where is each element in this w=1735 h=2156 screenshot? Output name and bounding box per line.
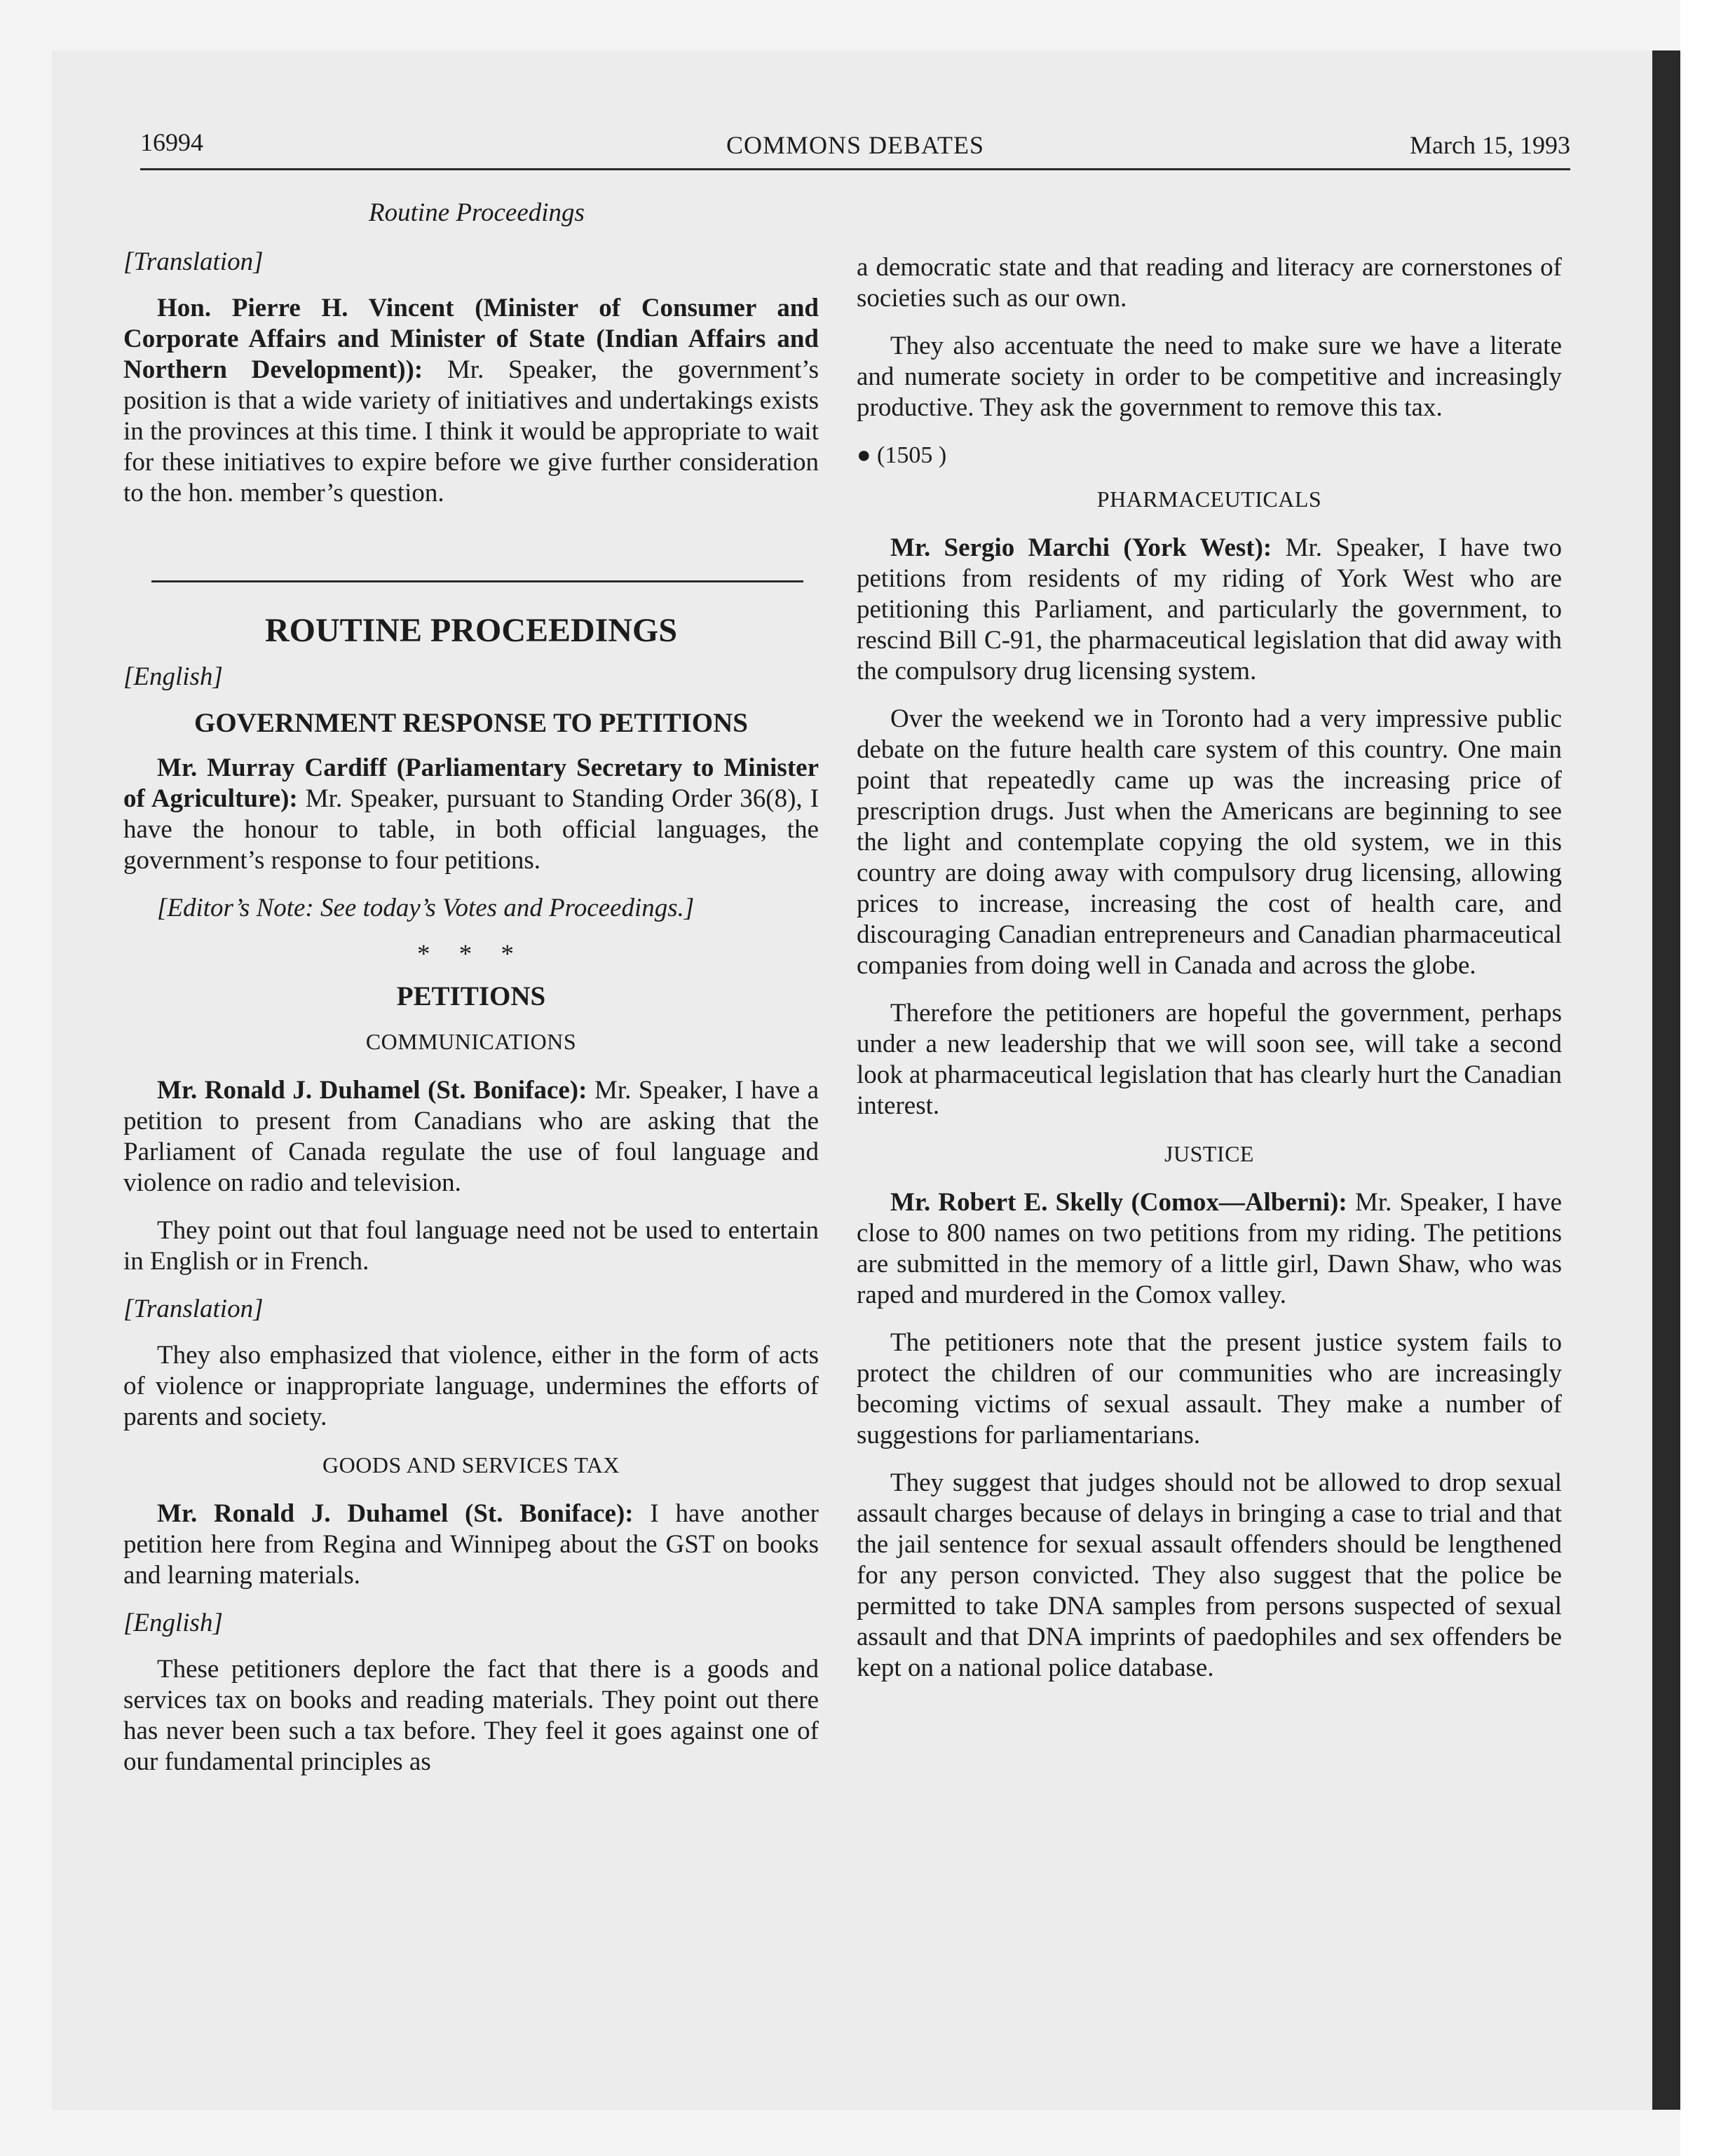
continued-paragraph: a democratic state and that reading and literacy are cornerstones of societies such as our own.: [857, 253, 1562, 313]
speech-text: Mr. Speaker, I have a petition to present from Canadians who are asking that the Parliament of Canada regulate the use of foul language and violence on radio and television.: [123, 1076, 819, 1197]
marchi-speech: [857, 533, 1562, 687]
body-paragraph: They also accentuate the need to make sure we have a literate and numerate society in order to be competitive and increasingly productive. They ask the government to remove this tax.: [857, 332, 1562, 422]
speaker-name: Mr. Ronald J. Duhamel (St. Boniface):: [157, 1499, 634, 1528]
skelly-speech: [857, 1187, 1562, 1311]
gst-rubric: GOODS AND SERVICES TAX: [322, 1452, 620, 1478]
publication-date: March 15, 1993: [1410, 131, 1570, 159]
speaker-name: Mr. Murray Cardiff (Parliamentary Secretary to Minister of Agriculture):: [123, 753, 819, 813]
page-binding-edge: [1652, 50, 1680, 2110]
cardiff-speech: [123, 753, 819, 876]
section-divider: [123, 526, 819, 596]
body-paragraph: Therefore the petitioners are hopeful the government, perhaps under a new leadership that we will soon see, will take a second look at pharmaceutical legislation that has clearly hurt the Canadian interest.: [857, 999, 1562, 1120]
government-response-heading: GOVERNMENT RESPONSE TO PETITIONS: [194, 708, 748, 738]
speaker-name: Mr. Sergio Marchi (York West):: [890, 533, 1272, 562]
communications-rubric: COMMUNICATIONS: [365, 1029, 577, 1054]
translation-tag: [Translation]: [123, 247, 264, 276]
english-tag: [English]: [123, 1609, 223, 1637]
duhamel-speech-1: [123, 1075, 819, 1199]
editors-note: [Editor’s Note: See today’s Votes and Proceedings.]: [157, 894, 695, 922]
section-rule: [151, 580, 803, 582]
publication-title: COMMONS DEBATES: [726, 131, 985, 159]
speech-text: Mr. Speaker, the government’s position is that a wide variety of initiatives and undertakings exists in the provinces at this time. I think it would be appropriate to wait for these initiatives to expire before we give further consideration to the hon. member’s question.: [123, 355, 819, 507]
speech-text: I have another petition here from Regina and Winnipeg about the GST on books and learning materials.: [123, 1499, 819, 1590]
speaker-name: Mr. Ronald J. Duhamel (St. Boniface):: [157, 1076, 587, 1105]
page-number: 16994: [140, 128, 203, 156]
speech-text: Mr. Speaker, pursuant to Standing Order 36(8), I have the honour to table, in both official languages, the government’s response to four petitions.: [123, 784, 819, 875]
section-stars: * * *: [417, 940, 525, 969]
pharmaceuticals-rubric: PHARMACEUTICALS: [1096, 486, 1322, 512]
duhamel-speech-2: [123, 1499, 819, 1591]
running-head: Routine Proceedings: [369, 198, 585, 227]
right-column: [857, 252, 1562, 1700]
body-paragraph: The petitioners note that the present justice system fails to protect the children of our communities who are increasingly becoming victims of sexual assault. They make a number of suggestions for parliamentarians.: [857, 1328, 1562, 1449]
header-rule: [140, 168, 1570, 170]
speaker-name: Mr. Robert E. Skelly (Comox—Alberni):: [890, 1188, 1347, 1217]
scan-margin-top: [0, 0, 1735, 50]
scan-margin-right: [1680, 0, 1735, 2156]
petitions-heading: PETITIONS: [396, 981, 546, 1011]
routine-proceedings-heading: ROUTINE PROCEEDINGS: [264, 612, 678, 649]
body-paragraph: They point out that foul language need not be used to entertain in English or in French.: [123, 1216, 819, 1276]
speaker-name: Hon. Pierre H. Vincent (Minister of Consumer and Corporate Affairs and Minister of State (Indian Affairs and Northern Development)):: [123, 294, 819, 384]
body-paragraph: They also emphasized that violence, either in the form of acts of violence or inappropriate language, undermines the efforts of parents and society.: [123, 1341, 819, 1431]
body-paragraph: These petitioners deplore the fact that there is a goods and services tax on books and reading materials. They point out there has never been such a tax before. They feel it goes against one of our fundamental principles as: [123, 1655, 819, 1776]
timestamp: ● (1505 ): [857, 442, 947, 468]
speech-text: Mr. Speaker, I have close to 800 names on two petitions from my riding. The petitions are submitted in the memory of a little girl, Dawn Shaw, who was raped and murdered in the Comox valley.: [857, 1188, 1563, 1309]
speech-text: Mr. Speaker, I have two petitions from residents of my riding of York West who are petitioning this Parliament, and particularly the government, to rescind Bill C-91, the pharmaceutical legislation that did away with the compulsory drug licensing system.: [857, 533, 1562, 685]
translation-tag: [Translation]: [123, 1295, 264, 1323]
body-paragraph: They suggest that judges should not be allowed to drop sexual assault charges because of delays in bringing a case to trial and that the jail sentence for sexual assault offenders should be lengthened for any person convicted. They also suggest that the police be permitted to take DNA samples from persons suspected of sexual assault and that DNA imprints of paedophiles and sex offenders be kept on a national police database.: [857, 1468, 1562, 1682]
page-header: [140, 128, 1570, 163]
body-paragraph: Over the weekend we in Toronto had a very impressive public debate on the future health care system of this country. One main point that repeatedly came up was the increasing price of prescription drugs. Just when the Americans are beginning to see the light and contemplate copying the old system, we in this country are doing away with compulsory drug licensing, allowing prices to increase, increasing the cost of health care, and discouraging Canadian entrepreneurs and Canadian pharmaceutical companies from doing well in Canada and across the globe.: [857, 704, 1562, 980]
scan-margin-bottom: [0, 2110, 1735, 2156]
vincent-speech: [123, 293, 819, 509]
left-column: [123, 247, 819, 1794]
scan-margin-left: [0, 0, 52, 2156]
justice-rubric: JUSTICE: [1164, 1141, 1254, 1166]
english-tag: [English]: [123, 662, 223, 691]
